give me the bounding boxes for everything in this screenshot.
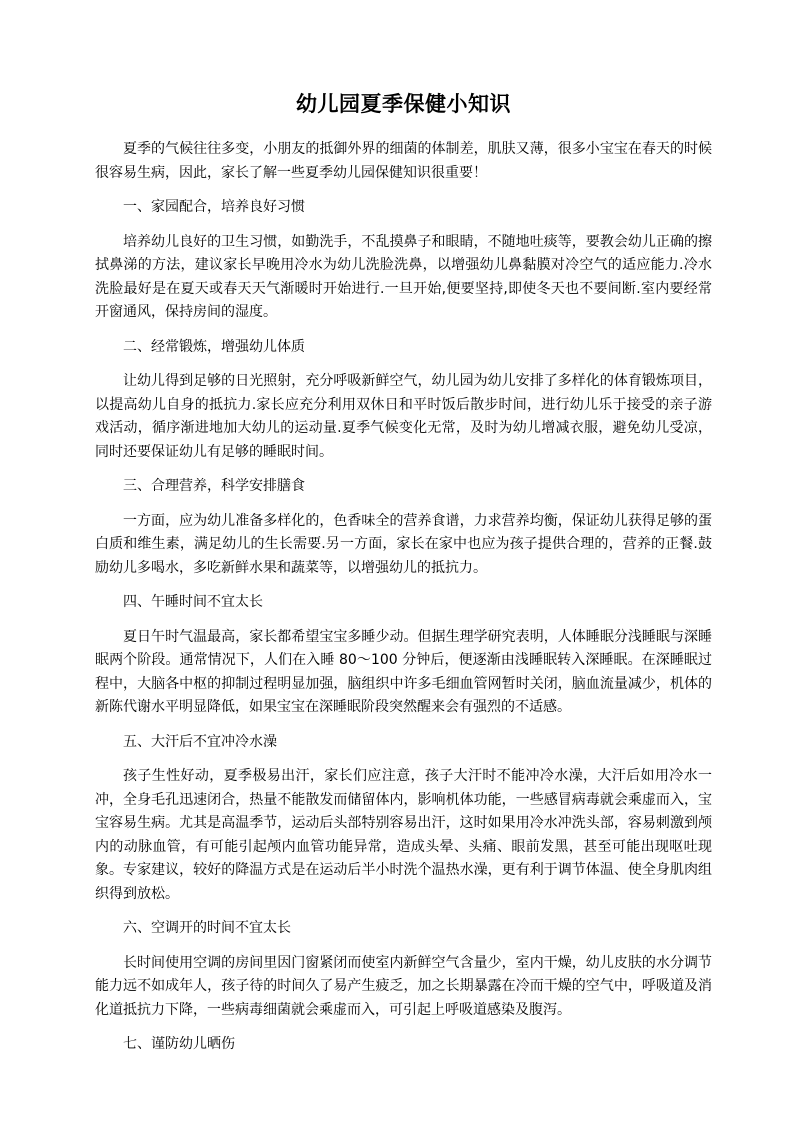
section-heading-1: 一、家园配合，培养良好习惯: [123, 199, 305, 215]
section-body-1: 培养幼儿良好的卫生习惯，如勤洗手，不乱摸鼻子和眼睛，不随地吐痰等，要教会幼儿正确的擦拭鼻涕的方法，建议家长早晚用冷水为幼儿洗脸洗鼻，以增强幼儿鼻黏膜对冷空气的适应能力.冷水洗脸最好是在夏天或春天天气渐暖时开始进行.一旦开始,便要坚持,即使冬天也不要间断.室内要经常开窗通风，保持房间的湿度。: [95, 233, 712, 320]
section-heading-5: 五、大汗后不宜冲冷水澡: [123, 733, 277, 750]
document-page: [95, 90, 712, 1068]
section-heading-6: 六、空调开的时间不宜太长: [123, 920, 291, 936]
section-body-5: 孩子生性好动，夏季极易出汗，家长们应注意，孩子大汗时不能冲冷水澡，大汗后如用冷水一冲，全身毛孔迅速闭合，热量不能散发而储留体内，影响机体功能，一些感冒病毒就会乘虚而入，宝宝容易生病。尤其是高温季节，运动后头部特别容易出汗，这时如果用冷水冲洗头部，容易刺激到颅内的动脉血管，有可能引起颅内血管功能异常，造成头晕、头痛、眼前发黑，甚至可能出现呕吐现象。专家建议，较好的降温方式是在运动后半小时洗个温热水澡，更有利于调节体温、使全身肌肉组织得到放松。: [95, 768, 712, 902]
intro-paragraph: 夏季的气候往往多变，小朋友的抵御外界的细菌的体制差，肌肤又薄，很多小宝宝在春天的时候很容易生病，因此，家长了解一些夏季幼儿园保健知识很重要！: [95, 141, 712, 181]
section-body-6: 长时间使用空调的房间里因门窗紧闭而使室内新鲜空气含量少，室内干燥，幼儿皮肤的水分调节能力远不如成年人，孩子待的时间久了易产生疲乏，加之长期暴露在冷而干燥的空气中，呼吸道及消化道抵抗力下降，一些病毒细菌就会乘虚而入，可引起上呼吸道感染及腹泻。: [95, 954, 712, 1018]
section-heading-2: 二、经常锻炼，增强幼儿体质: [123, 338, 305, 355]
document-title: 幼儿园夏季保健小知识: [296, 92, 511, 116]
section-heading-4: 四、午睡时间不宜太长: [123, 594, 263, 610]
section-heading-3: 三、合理营养，科学安排膳食: [123, 478, 305, 494]
section-body-2: 让幼儿得到足够的日光照射，充分呼吸新鲜空气，幼儿园为幼儿安排了多样化的体育锻炼项目，以提高幼儿自身的抵抗力.家长应充分利用双休日和平时饭后散步时间，进行幼儿乐于接受的亲子游戏活动，循序渐进地加大幼儿的运动量.夏季气候变化无常，及时为幼儿增减衣服，避免幼儿受凉，同时还要保证幼儿有足够的睡眠时间。: [95, 373, 712, 460]
section-body-4: 夏日午时气温最高，家长都希望宝宝多睡少动。但据生理学研究表明，人体睡眠分浅睡眠与深睡眠两个阶段。通常情况下，人们在入睡 80～100 分钟后，便逐渐由浅睡眠转入深睡眠。在深睡眠过程中，大脑各中枢的抑制过程明显加强，脑组织中许多毛细血管网暂时关闭，脑血流量减少，机体的新陈代谢水平明显降低，如果宝宝在深睡眠阶段突然醒来会有强烈的不适感。: [95, 628, 712, 715]
section-heading-7: 七、谨防幼儿晒伤: [123, 1036, 235, 1052]
section-body-3: 一方面，应为幼儿准备多样化的，色香味全的营养食谱，力求营养均衡，保证幼儿获得足够的蛋白质和维生素，满足幼儿的生长需要.另一方面，家长在家中也应为孩子提供合理的，营养的正餐.鼓励幼儿多喝水，多吃新鲜水果和蔬菜等，以增强幼儿的抵抗力。: [95, 512, 712, 576]
